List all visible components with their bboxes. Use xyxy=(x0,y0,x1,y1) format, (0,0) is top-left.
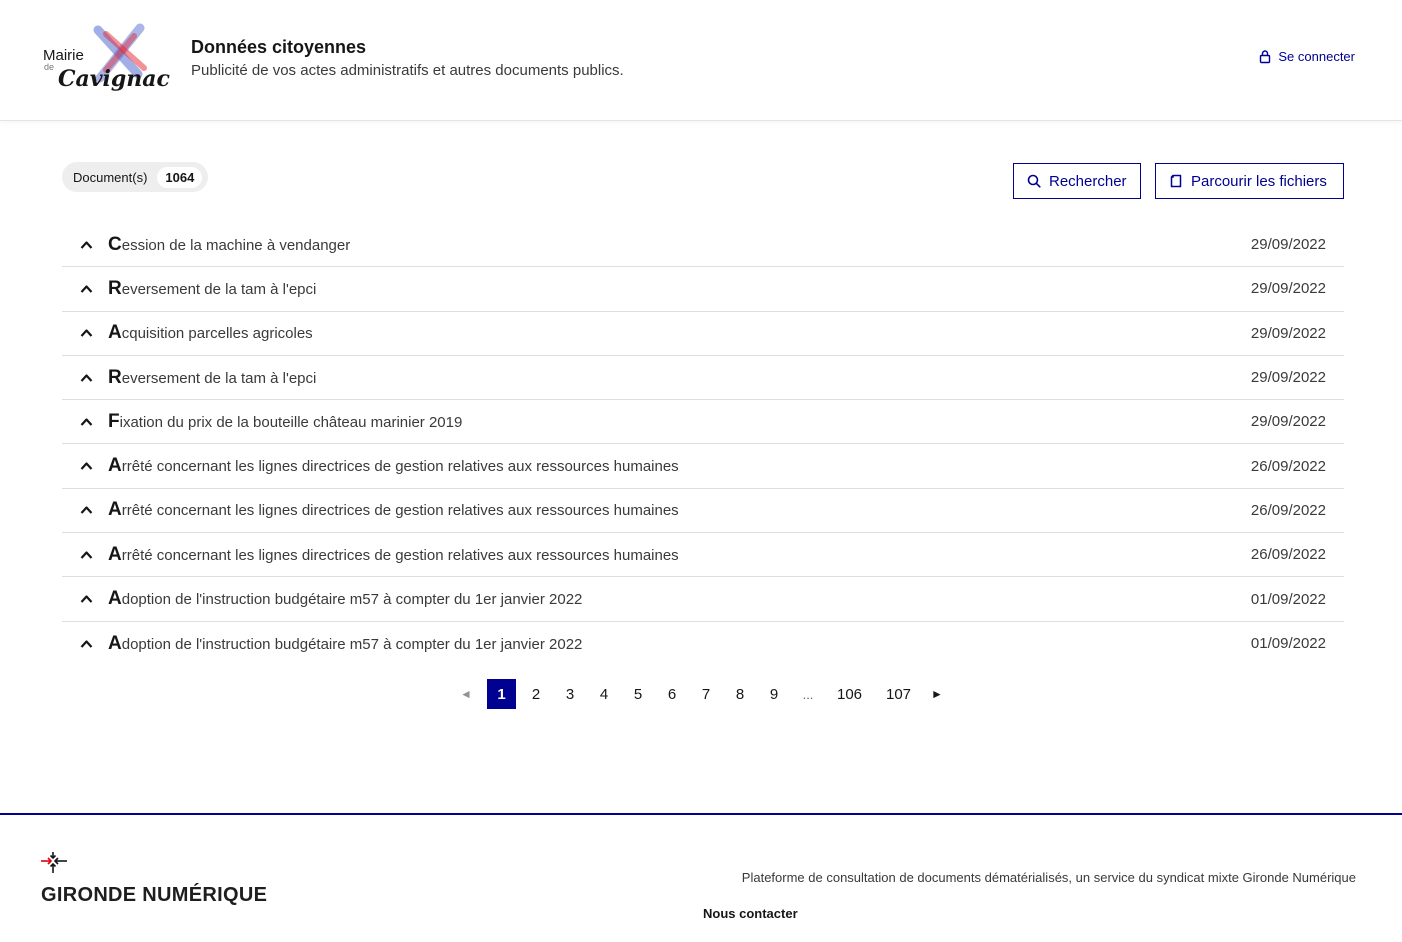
pagination-page[interactable]: 9 xyxy=(769,685,779,703)
browse-files-button[interactable] xyxy=(1155,163,1344,199)
search-icon xyxy=(1027,174,1041,188)
footer-description: Plateforme de consultation de documents dématérialisés, un service du syndicat mixte Gironde Numérique xyxy=(741,870,1356,885)
document-row[interactable] xyxy=(62,577,1344,621)
document-title[interactable]: Arrêté concernant les lignes directrices de gestion relatives aux ressources humaines xyxy=(108,499,679,521)
login-label: Se connecter xyxy=(1278,49,1355,64)
document-row[interactable] xyxy=(62,444,1344,488)
chevron-up-icon xyxy=(80,549,93,561)
logo-line1: Mairie xyxy=(43,47,84,64)
document-title[interactable]: Fixation du prix de la bouteille château marinier 2019 xyxy=(108,410,463,432)
chevron-up-icon xyxy=(80,327,93,339)
pagination-page[interactable]: 4 xyxy=(599,685,609,703)
document-date: 29/09/2022 xyxy=(1250,324,1326,342)
footer-brand: GIRONDE NUMÉRIQUE xyxy=(41,884,268,906)
document-title[interactable]: Acquisition parcelles agricoles xyxy=(108,322,313,344)
chevron-up-icon xyxy=(80,283,93,295)
site-title: Données citoyennes xyxy=(191,37,367,57)
document-title[interactable]: Arrêté concernant les lignes directrices de gestion relatives aux ressources humaines xyxy=(108,543,679,565)
document-date: 26/09/2022 xyxy=(1250,501,1326,519)
chevron-up-icon xyxy=(80,372,93,384)
chevron-up-icon xyxy=(80,460,93,472)
document-count-label: Document(s) xyxy=(73,169,148,185)
document-title[interactable]: Arrêté concernant les lignes directrices de gestion relatives aux ressources humaines xyxy=(108,455,679,477)
document-date: 26/09/2022 xyxy=(1250,457,1326,475)
lock-icon xyxy=(1259,50,1271,63)
chevron-up-icon xyxy=(80,416,93,428)
document-date: 26/09/2022 xyxy=(1250,546,1326,564)
document-row[interactable] xyxy=(62,223,1344,267)
search-button-label: Rechercher xyxy=(1049,172,1127,190)
document-row[interactable] xyxy=(62,400,1344,444)
pagination-page[interactable]: 5 xyxy=(633,685,643,703)
search-button[interactable] xyxy=(1013,163,1141,199)
chevron-up-icon xyxy=(80,239,93,251)
document-row[interactable] xyxy=(62,622,1344,666)
gironde-numerique-logo-icon xyxy=(40,851,70,879)
pagination-page-current[interactable]: 1 xyxy=(487,679,516,709)
file-icon xyxy=(1169,174,1183,188)
document-title[interactable]: Reversement de la tam à l'epci xyxy=(108,277,317,299)
contact-link[interactable]: Nous contacter xyxy=(703,906,798,921)
document-row[interactable] xyxy=(62,533,1344,577)
pagination-prev-button[interactable]: ◄ xyxy=(460,687,472,701)
document-title[interactable]: Adoption de l'instruction budgétaire m57 à compter du 1er janvier 2022 xyxy=(108,588,583,610)
pagination-page[interactable]: 7 xyxy=(701,685,711,703)
chevron-up-icon xyxy=(80,504,93,516)
chevron-up-icon xyxy=(80,593,93,605)
pagination-page[interactable]: 2 xyxy=(531,685,541,703)
pagination-page[interactable]: 8 xyxy=(735,685,745,703)
pagination-ellipsis: ... xyxy=(802,686,814,702)
document-row[interactable] xyxy=(62,267,1344,311)
document-list xyxy=(62,223,1344,666)
document-title[interactable]: Reversement de la tam à l'epci xyxy=(108,366,317,388)
browse-files-label: Parcourir les fichiers xyxy=(1191,172,1327,190)
pagination-page[interactable]: 6 xyxy=(667,685,677,703)
document-title[interactable]: Adoption de l'instruction budgétaire m57 à compter du 1er janvier 2022 xyxy=(108,632,583,654)
document-title[interactable]: Cession de la machine à vendanger xyxy=(108,233,351,255)
chevron-up-icon xyxy=(80,638,93,650)
document-date: 29/09/2022 xyxy=(1250,236,1326,254)
site-header xyxy=(0,0,1402,121)
logo-line3: Cavignac xyxy=(58,66,170,92)
site-tagline: Publicité de vos actes administratifs et autres documents publics. xyxy=(191,62,624,79)
pagination-page[interactable]: 3 xyxy=(565,685,575,703)
login-link[interactable] xyxy=(1259,49,1355,64)
cavignac-logo-graphic xyxy=(40,22,170,100)
document-date: 01/09/2022 xyxy=(1250,635,1326,653)
document-date: 29/09/2022 xyxy=(1250,413,1326,431)
document-count-value: 1064 xyxy=(157,167,202,188)
pagination-next-button[interactable]: ► xyxy=(931,687,943,701)
document-date: 01/09/2022 xyxy=(1250,590,1326,608)
document-row[interactable] xyxy=(62,312,1344,356)
document-date: 29/09/2022 xyxy=(1250,369,1326,387)
site-footer xyxy=(0,813,1402,942)
document-row[interactable] xyxy=(62,489,1344,533)
pagination xyxy=(452,679,951,709)
logo-line2: de xyxy=(44,62,55,72)
document-count-badge xyxy=(62,162,208,192)
pagination-page[interactable]: 107 xyxy=(885,685,912,703)
mairie-logo[interactable] xyxy=(40,22,170,100)
document-row[interactable] xyxy=(62,356,1344,400)
document-date: 29/09/2022 xyxy=(1250,280,1326,298)
pagination-page[interactable]: 106 xyxy=(836,685,863,703)
